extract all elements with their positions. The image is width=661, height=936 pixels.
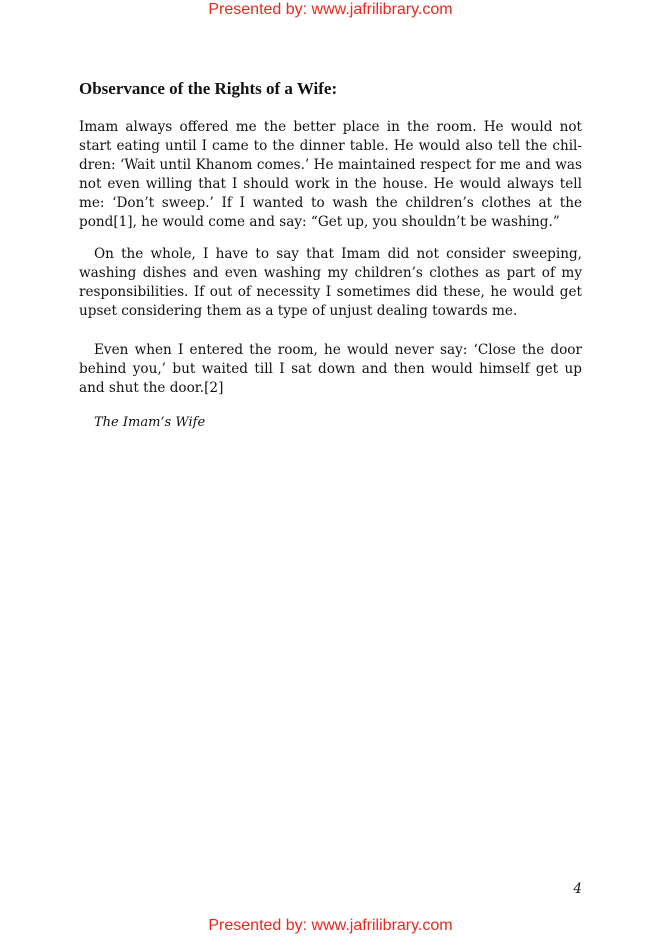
paragraph-2: On the whole, I have to say that Imam did not consider sweeping, washing dishes and even washing my children’s clothes as part of my responsibilities. If out of necessity I sometimes did these, he would get upset considering them as a type of unjust dealing towards me.: [79, 246, 582, 319]
paragraph-3: Even when I entered the room, he would never say: ‘Close the door behind you,’ but waited till I sat down and then would himself get up and shut the door.[2]: [79, 342, 582, 396]
signature: The Imam’s Wife: [94, 415, 206, 430]
section-heading: Observance of the Rights of a Wife:: [79, 79, 338, 98]
footer-banner: Presented by: www.jafrilibrary.com: [208, 917, 453, 934]
page-number: 4: [573, 881, 582, 897]
paragraph-1: Imam always offered me the better place in the room. He would not start eating until I came to the dinner table. He would also tell the children: ‘Wait until Khanom comes.’ He maintained respect for me and was not even willing that I should work in the house. He would always tell me: ‘Don’t sweep.’ If I wanted to wash the children’s clothes at the pond[1], he would come and say: “Get up, you shouldn’t be washing.”: [79, 119, 582, 230]
header-banner: Presented by: www.jafrilibrary.com: [208, 1, 453, 18]
